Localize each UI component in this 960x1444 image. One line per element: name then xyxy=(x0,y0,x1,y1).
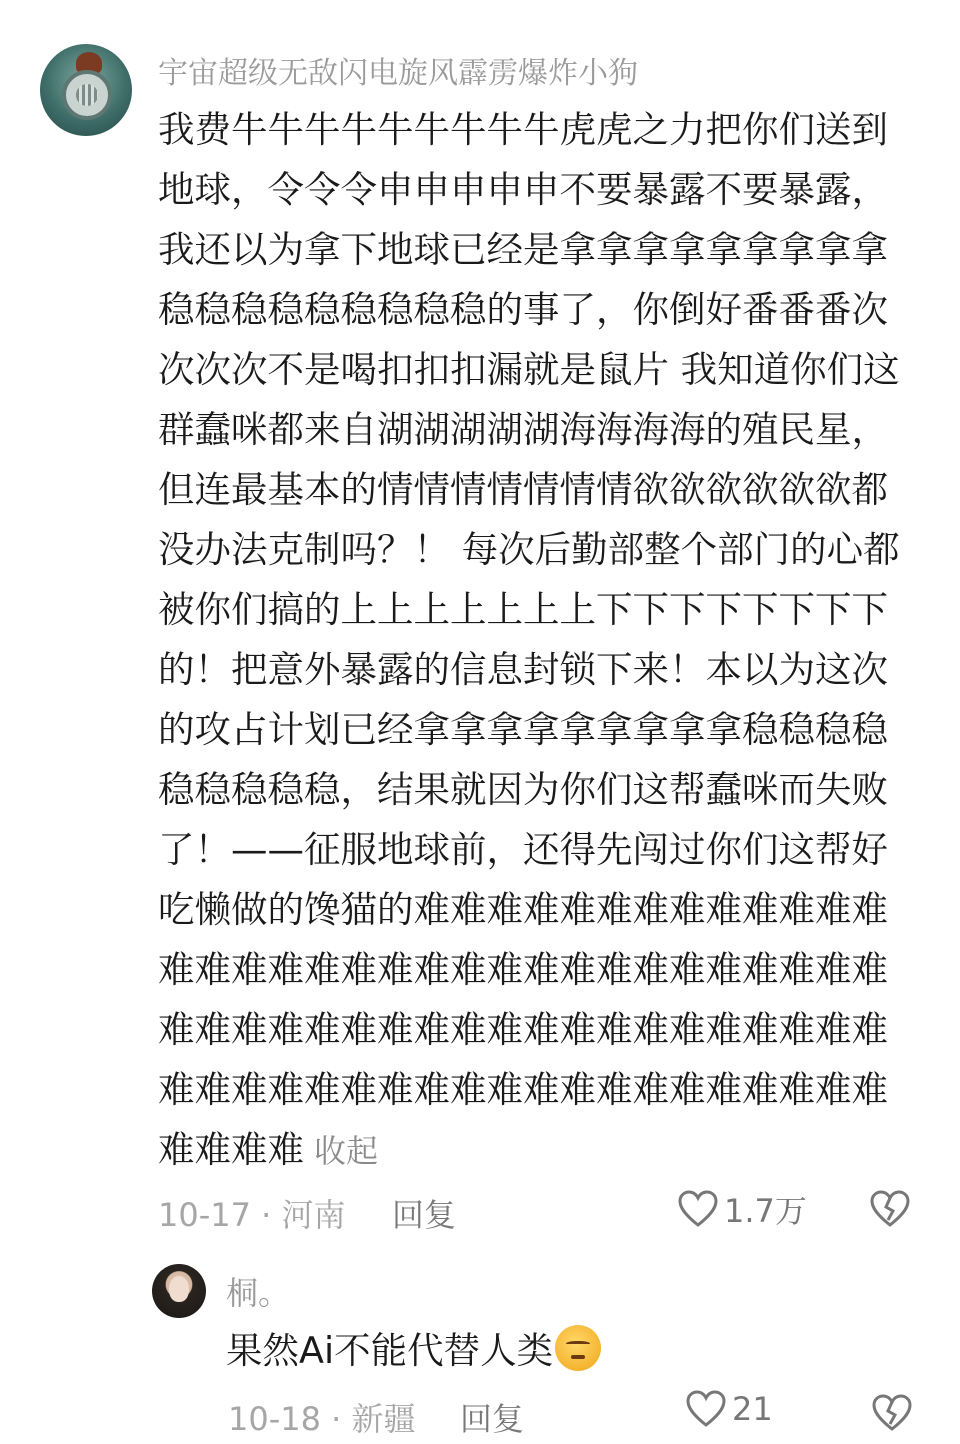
reply-dislike-button[interactable] xyxy=(872,1394,912,1432)
comment-text xyxy=(158,100,922,1181)
reply-text xyxy=(226,1322,601,1374)
reply-like-count: 21 xyxy=(732,1390,773,1428)
broken-heart-icon xyxy=(870,1190,910,1228)
like-button[interactable] xyxy=(678,1186,807,1232)
broken-heart-icon xyxy=(872,1394,912,1432)
avatar-face xyxy=(169,1276,189,1302)
reply-date-location: 10-18 · 新疆 xyxy=(228,1400,416,1438)
reply-username[interactable]: 桐。 xyxy=(226,1274,291,1312)
reply-button[interactable]: 回复 xyxy=(392,1196,457,1234)
comment-date-location: 10-17 · 河南 xyxy=(158,1196,346,1234)
dislike-button[interactable] xyxy=(870,1190,910,1228)
user-avatar[interactable] xyxy=(40,44,132,136)
reply-like-button[interactable] xyxy=(686,1390,773,1428)
reply-user-avatar[interactable] xyxy=(152,1264,206,1318)
collapse-button[interactable]: 收起 xyxy=(314,1132,379,1170)
comment-username[interactable]: 宇宙超级无敌闪电旋风霹雳爆炸小狗 xyxy=(158,56,638,91)
unamused-face-icon xyxy=(555,1325,601,1371)
heart-icon xyxy=(678,1190,718,1228)
like-count: 1.7万 xyxy=(724,1192,807,1230)
heart-icon xyxy=(686,1390,726,1428)
comment-text-content: 我费牛牛牛牛牛牛牛牛牛虎虎之力把你们送到地球，令令令申申申申申不要暴露不要暴露，我还以为拿下地球已经是拿拿拿拿拿拿拿拿拿稳稳稳稳稳稳稳稳稳的事了，你倒好番番番次次次次不是喝扣扣扣漏就是鼠片 我知道你们这群蠢咪都来自湖湖湖湖湖海海海海的殖民星，但连最基本的情情情情情情情欲欲欲欲欲欲都没办法克制吗？！ 每次后勤部整个部门的心都被你们搞的上上上上上上上下下下下下下下下的！把意外暴露的信息封锁下来！本以为这次的攻占计划已经拿拿拿拿拿拿拿拿拿稳稳稳稳稳稳稳稳稳，结果就因为你们这帮蠢咪而失败了！——征服地球前，还得先闯过你们这帮好吃懒做的馋猫的难难难难难难难难难难难难难难难难难难难难难难难难难难难难难难难难难难难难难难难难难难难难难难难难难难难难难难难难难难难难难难难难难难难难难难难难难难难难难 xyxy=(158,108,900,1171)
avatar-figure-device xyxy=(62,70,112,120)
reply-reply-button[interactable]: 回复 xyxy=(460,1400,525,1438)
reply-text-content: 果然Ai不能代替人类 xyxy=(226,1329,554,1372)
